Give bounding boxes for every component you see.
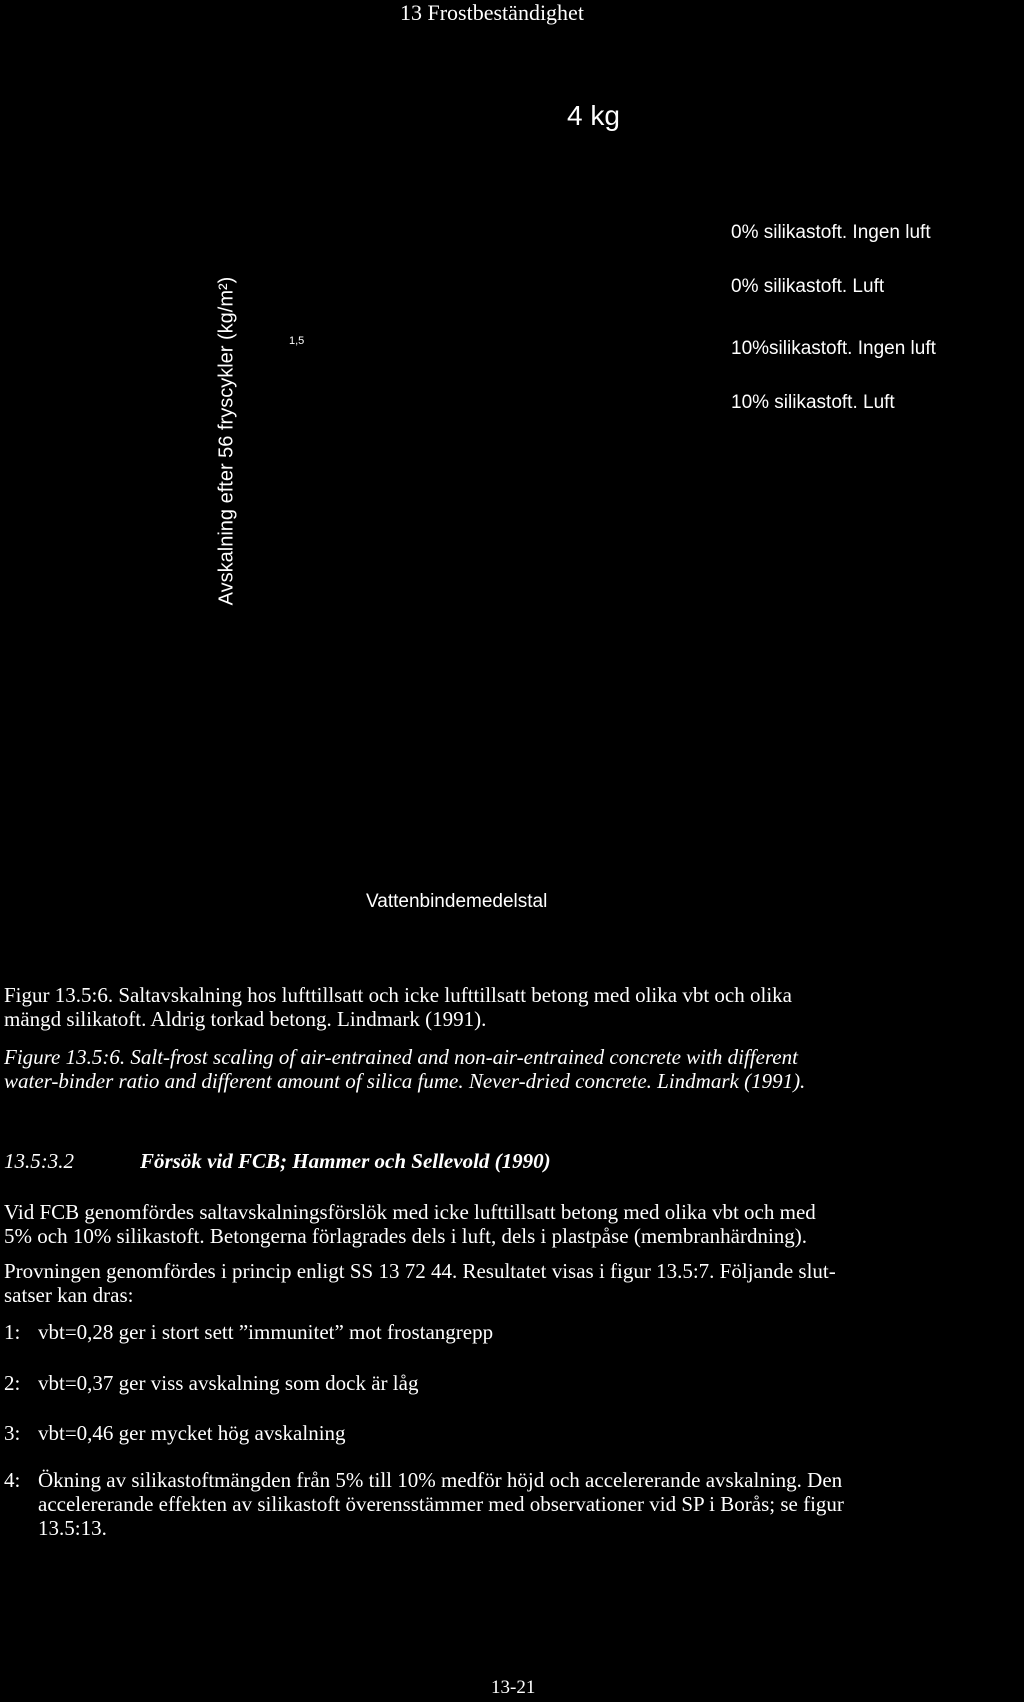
caption-sv-line: Figur 13.5:6. Saltavskalning hos lufttillsatt och icke lufttillsatt betong med olika vbt och olika (4, 983, 792, 1007)
paragraph-line: 5% och 10% silikastoft. Betongerna förlagrades dels i luft, dels i plastpåse (membranhärdning). (4, 1224, 808, 1248)
x-axis-label: Vattenbindemedelstal (366, 891, 548, 912)
list-item: vbt=0,37 ger viss avskalning som dock är låg (38, 1371, 419, 1395)
list-number: 2: (4, 1371, 21, 1395)
list-item: vbt=0,28 ger i stort sett ”immunitet” mot frostangrepp (38, 1320, 494, 1344)
caption-sv-line: mängd silikatoft. Aldrig torkad betong. Lindmark (1991). (4, 1007, 487, 1031)
figure-unit-label: 4 kg (567, 100, 620, 131)
caption-en-line: Figure 13.5:6. Salt-frost scaling of air-entrained and non-air-entrained concrete with different (4, 1045, 798, 1069)
paragraph-line: Provningen genomfördes i princip enligt SS 13 72 44. Resultatet visas i figur 13.5:7. Följande slut- (4, 1259, 836, 1283)
list-item-line: 13.5:13. (38, 1516, 107, 1540)
paragraph-line: satser kan dras: (4, 1283, 134, 1307)
list-number: 3: (4, 1421, 21, 1445)
list-item: vbt=0,46 ger mycket hög avskalning (38, 1421, 346, 1445)
list-number: 4: (4, 1468, 21, 1492)
paragraph-line: Vid FCB genomfördes saltavskalningsförslök med icke lufttillsatt betong med olika vbt och med (4, 1200, 816, 1224)
y-tick-label: 1,5 (289, 335, 305, 347)
legend-item: 0% silikastoft. Ingen luft (731, 222, 931, 243)
page-header: 13 Frostbeständighet (400, 0, 584, 25)
caption-en-line: water-binder ratio and different amount of silica fume. Never-dried concrete. Lindmark (1991). (4, 1069, 806, 1093)
page-number: 13-21 (491, 1677, 536, 1698)
list-item-line: accelererande effekten av silikastoft överensstämmer med observationer vid SP i Borås; se figur (38, 1492, 844, 1516)
list-number: 1: (4, 1320, 21, 1344)
section-title: Försök vid FCB; Hammer och Sellevold (1990) (140, 1149, 551, 1173)
legend-item: 10% silikastoft. Luft (731, 392, 895, 413)
legend-item: 0% silikastoft. Luft (731, 276, 885, 297)
list-item-line: Ökning av silikastoftmängden från 5% till 10% medför höjd och accelererande avskalning. Den (38, 1468, 843, 1492)
legend-item: 10%silikastoft. Ingen luft (731, 338, 936, 359)
section-number: 13.5:3.2 (4, 1149, 74, 1173)
y-axis-label: Avskalning efter 56 fryscykler (kg/m²) (215, 276, 238, 606)
